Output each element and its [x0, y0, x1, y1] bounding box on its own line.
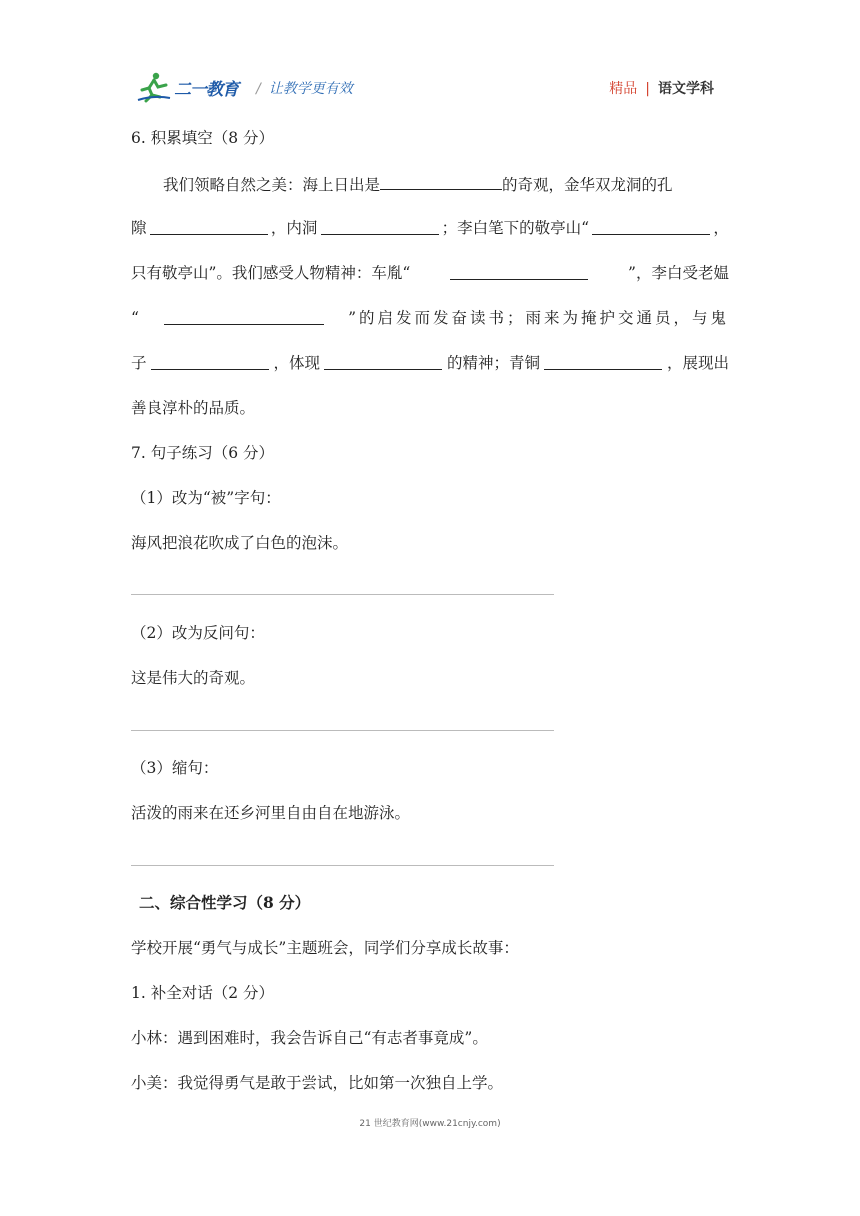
q6-text: 的奇观，金华双龙洞的孔 — [502, 176, 673, 194]
fill-blank[interactable] — [151, 353, 269, 370]
q6-line-2 — [131, 218, 729, 238]
q6-text: 子 — [131, 354, 147, 372]
q6-text: 的精神；青铜 — [446, 354, 540, 372]
answer-line[interactable] — [131, 594, 554, 595]
q6-text: ；李白笔下的敬亭山“ — [441, 219, 590, 237]
q6-text: ，体现 — [273, 354, 320, 372]
q6-text: 只有敬亭山”。我们感受人物精神：车胤“ — [131, 264, 411, 282]
header-separator: | — [645, 81, 650, 97]
answer-line[interactable] — [131, 865, 554, 866]
slogan-text: 让教学更有效 — [268, 81, 353, 97]
section-2-title: 二、综合性学习（8 分） — [139, 893, 311, 912]
fill-blank[interactable] — [380, 173, 502, 190]
slogan-slash: / — [256, 81, 261, 97]
q6-line-3 — [131, 263, 729, 283]
fill-blank[interactable] — [321, 218, 439, 235]
q6-line-6: 善良淳朴的品质。 — [131, 399, 256, 417]
q6-line-1 — [163, 173, 673, 195]
page-header — [136, 70, 726, 104]
dialog-line-1: 小林：遇到困难时，我会告诉自己“有志者事竟成”。 — [131, 1029, 488, 1047]
q6-text: ， — [713, 219, 729, 237]
fill-blank[interactable] — [592, 218, 710, 235]
q7-prompt-2: （2）改为反问句： — [131, 624, 265, 642]
q6-text: ，内洞 — [270, 219, 318, 237]
subject-label: 语文学科 — [658, 81, 714, 97]
q7-sentence-2: 这是伟大的奇观。 — [131, 669, 256, 687]
q6-title: 6. 积累填空（8 分） — [131, 129, 275, 147]
logo-text: 二一教育 — [174, 79, 238, 100]
section-2-q1-title: 1. 补全对话（2 分） — [131, 984, 275, 1002]
runner-logo-icon — [136, 71, 172, 103]
q7-sentence-1: 海风把浪花吹成了白色的泡沫。 — [131, 534, 349, 552]
q7-sentence-3: 活泼的雨来在还乡河里自由自在地游泳。 — [131, 804, 411, 822]
answer-line[interactable] — [131, 730, 554, 731]
fill-blank[interactable] — [450, 263, 588, 280]
q6-text: “ — [131, 309, 139, 327]
q6-line-5 — [131, 353, 729, 373]
q6-line-4 — [131, 308, 729, 328]
q6-text: ”，李白受老媪 — [628, 264, 729, 282]
section-2-intro: 学校开展“勇气与成长”主题班会，同学们分享成长故事： — [131, 939, 519, 957]
fill-blank[interactable] — [544, 353, 662, 370]
page-footer: 21 世纪教育网(www.21cnjy.com) — [359, 1119, 501, 1129]
q6-text: 隙 — [131, 219, 147, 237]
badge-text: 精品 — [609, 81, 638, 97]
fill-blank[interactable] — [324, 353, 442, 370]
site-logo — [136, 70, 238, 104]
q7-title: 7. 句子练习（6 分） — [131, 444, 275, 462]
fill-blank[interactable] — [164, 308, 324, 325]
fill-blank[interactable] — [150, 218, 268, 235]
q6-text: 我们领略自然之美：海上日出是 — [163, 176, 381, 194]
q7-prompt-3: （3）缩句： — [131, 759, 219, 777]
header-right — [609, 78, 714, 98]
q6-text: ，展现出 — [666, 354, 729, 372]
q6-text: ”的启发而发奋读书；雨来为掩护交通员，与鬼 — [348, 309, 729, 327]
slogan — [256, 78, 353, 98]
dialog-line-2: 小美：我觉得勇气是敢于尝试，比如第一次独自上学。 — [131, 1074, 504, 1092]
q7-prompt-1: （1）改为“被”字句： — [131, 489, 281, 507]
